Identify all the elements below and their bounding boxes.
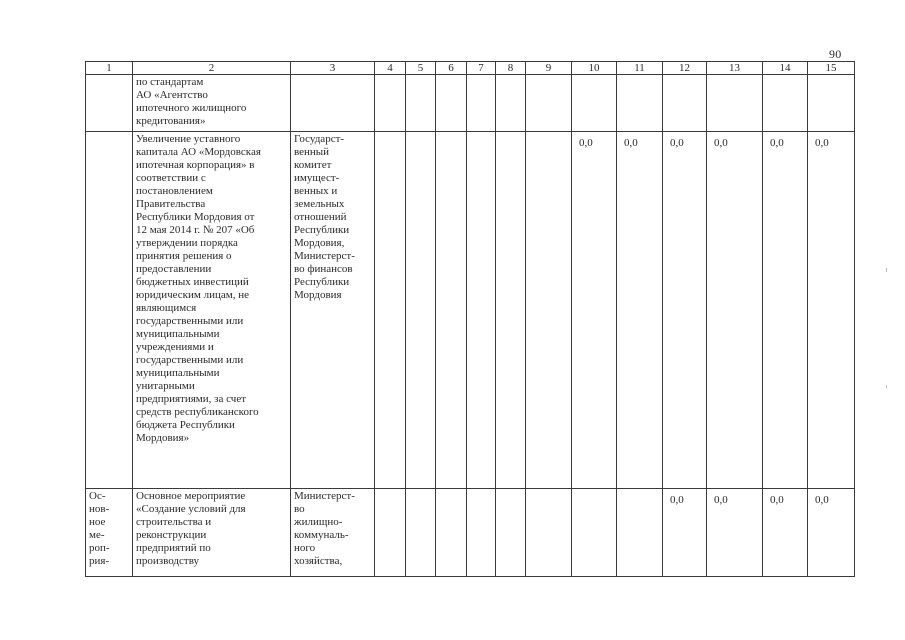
value-cell: [496, 489, 526, 577]
column-header-3: 3: [291, 62, 375, 75]
executor-cell: Министерст- во жилищно- коммуналь- ного хозяйства,: [291, 489, 375, 577]
column-header-8: 8: [496, 62, 526, 75]
value-cell: [467, 75, 496, 132]
executor-cell: [291, 75, 375, 132]
value-cell: 0,0: [663, 489, 707, 577]
column-header-1: 1: [86, 62, 133, 75]
column-header-13: 13: [707, 62, 763, 75]
value-cell: 0,0: [707, 132, 763, 489]
value-cell: [707, 75, 763, 132]
activity-name-cell: Основное мероприятие «Создание условий для строительства и реконструкции предприятий по производству: [133, 489, 291, 577]
value-cell: [375, 75, 406, 132]
value-cell: [406, 489, 436, 577]
column-header-5: 5: [406, 62, 436, 75]
activity-name-cell: по стандартам АО «Агентство ипотечного жилищного кредитования»: [133, 75, 291, 132]
value-cell: [617, 75, 663, 132]
scan-mark: [886, 268, 887, 272]
value-cell: [436, 489, 467, 577]
scan-mark: [886, 385, 887, 388]
column-header-10: 10: [572, 62, 617, 75]
value-cell: [467, 132, 496, 489]
value-cell: 0,0: [808, 489, 855, 577]
value-cell: 0,0: [663, 132, 707, 489]
value-cell: [375, 489, 406, 577]
value-cell: [406, 75, 436, 132]
column-header-15: 15: [808, 62, 855, 75]
row-type-cell: Ос- нов- ное ме- роп- рия-: [86, 489, 133, 577]
column-header-4: 4: [375, 62, 406, 75]
value-cell: [526, 132, 572, 489]
column-header-9: 9: [526, 62, 572, 75]
table-row: [86, 132, 855, 489]
column-header-6: 6: [436, 62, 467, 75]
column-header-12: 12: [663, 62, 707, 75]
table-row: [86, 75, 855, 132]
table-header-row: [86, 62, 855, 75]
value-cell: [763, 75, 808, 132]
value-cell: [572, 75, 617, 132]
value-cell: [617, 489, 663, 577]
value-cell: [467, 489, 496, 577]
value-cell: [572, 489, 617, 577]
executor-cell: Государст- венный комитет имущест- венных и земельных отношений Республики Мордовия, Министерст- во финансов Республики Мордовия: [291, 132, 375, 489]
column-header-14: 14: [763, 62, 808, 75]
value-cell: [496, 132, 526, 489]
row-type-cell: [86, 132, 133, 489]
value-cell: [526, 489, 572, 577]
value-cell: [436, 132, 467, 489]
value-cell: 0,0: [763, 489, 808, 577]
row-type-cell: [86, 75, 133, 132]
column-header-7: 7: [467, 62, 496, 75]
activity-name-cell: Увеличение уставного капитала АО «Мордовская ипотечная корпорация» в соответствии с постановлением Правительства Республики Мордовия от 12 мая 2014 г. № 207 «Об утверждении порядка принятия решения о предоставлении бюджетных инвестиций юридическим лицам, не являющимся государственными или муниципальными учреждениями и государственными или муниципальными унитарными предприятиями, за счет средств республиканского бюджета Республики Мордовия»: [133, 132, 291, 489]
value-cell: [496, 75, 526, 132]
value-cell: [663, 75, 707, 132]
value-cell: 0,0: [763, 132, 808, 489]
value-cell: [375, 132, 406, 489]
value-cell: 0,0: [808, 132, 855, 489]
value-cell: [808, 75, 855, 132]
table-row: [86, 489, 855, 577]
value-cell: 0,0: [617, 132, 663, 489]
program-table: [85, 61, 855, 577]
value-cell: [436, 75, 467, 132]
page-number: 90: [829, 47, 842, 61]
column-header-2: 2: [133, 62, 291, 75]
value-cell: [526, 75, 572, 132]
value-cell: 0,0: [572, 132, 617, 489]
column-header-11: 11: [617, 62, 663, 75]
value-cell: 0,0: [707, 489, 763, 577]
value-cell: [406, 132, 436, 489]
